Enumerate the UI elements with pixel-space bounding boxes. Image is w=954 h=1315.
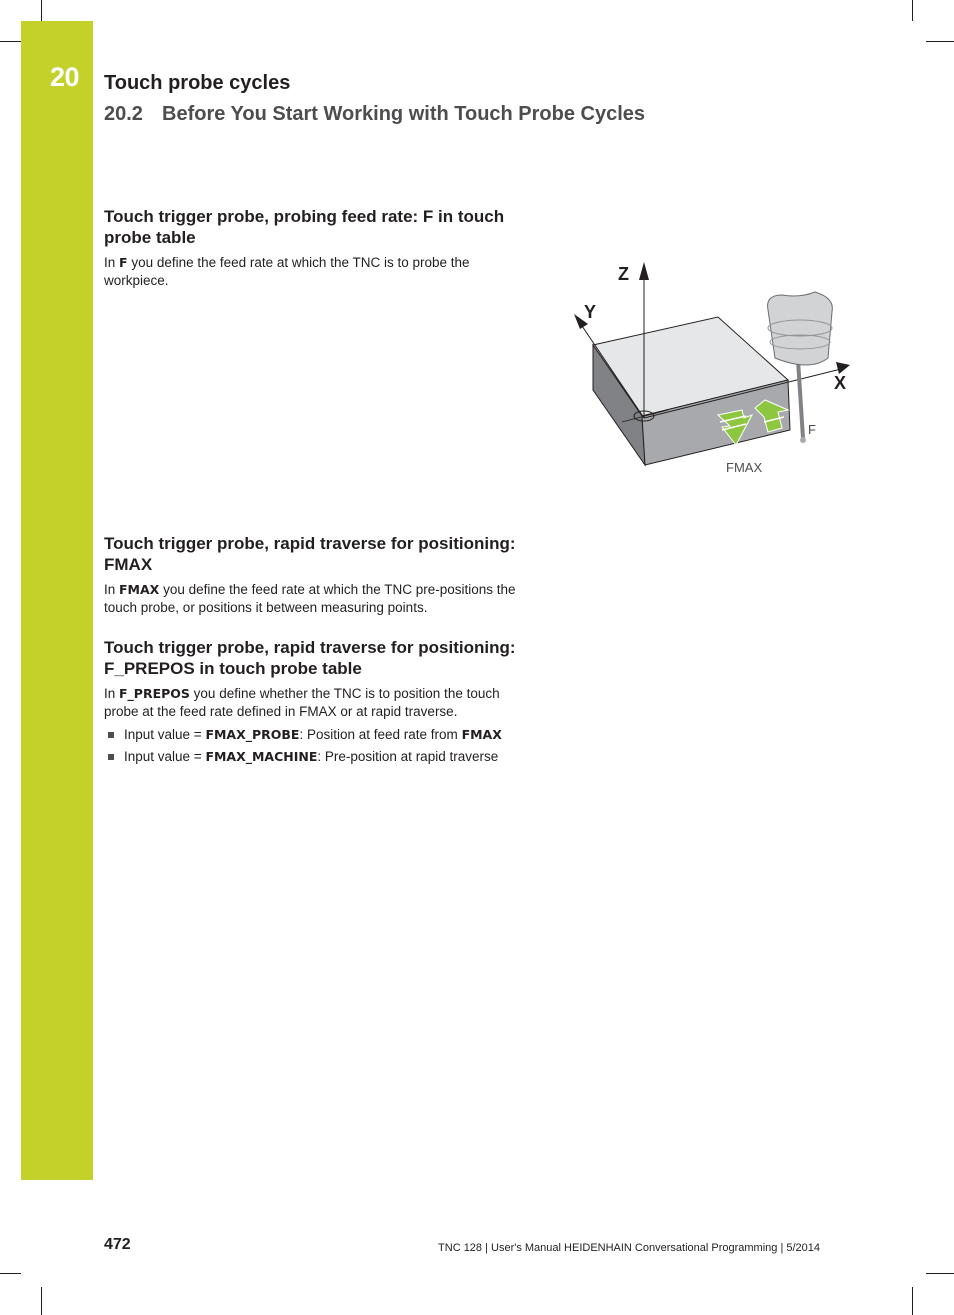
- axis-x-label: X: [834, 373, 847, 393]
- section-body: In FMAX you define the feed rate at which the TNC pre-positions the touch probe, or positions it between measuring points.: [104, 582, 516, 615]
- bullet-square-icon: [108, 732, 114, 738]
- crop-mark: [41, 1287, 42, 1315]
- section-heading: Touch trigger probe, rapid traverse for positioning: F_PREPOS in touch probe table: [104, 638, 516, 678]
- crop-mark: [0, 41, 21, 42]
- crop-mark: [912, 0, 913, 21]
- section-heading: Touch trigger probe, probing feed rate: F in touch probe table: [104, 207, 505, 247]
- list-item: Input value = FMAX_PROBE: Position at feed rate from FMAX: [104, 724, 554, 746]
- axis-z-label: Z: [618, 264, 629, 284]
- touch-probe-figure: [560, 250, 860, 480]
- section-number: 20.2: [104, 103, 143, 125]
- page-number: 472: [104, 1236, 131, 1253]
- crop-mark: [912, 1287, 913, 1315]
- probe-diagram: [560, 250, 860, 480]
- axis-y-label: Y: [584, 302, 597, 322]
- crop-mark: [41, 0, 42, 21]
- crop-mark: [926, 41, 954, 42]
- chapter-sidebar: [21, 21, 93, 1180]
- section-title: [104, 103, 645, 126]
- code-term: F_PREPOS: [119, 686, 190, 701]
- section-body: In F you define the feed rate at which the TNC is to probe the workpiece.: [104, 255, 470, 288]
- crop-mark: [0, 1273, 21, 1274]
- code-term: F: [119, 255, 128, 270]
- code-term: FMAX: [119, 582, 160, 597]
- feed-f-label: F: [808, 422, 816, 437]
- chapter-number: 20: [50, 62, 80, 92]
- input-value-list: [104, 724, 554, 768]
- footer-text: TNC 128 | User's Manual HEIDENHAIN Conversational Programming | 5/2014: [438, 1242, 820, 1254]
- section-heading: Touch trigger probe, rapid traverse for positioning: FMAX: [104, 534, 516, 574]
- fmax-label: FMAX: [726, 460, 763, 475]
- list-item: Input value = FMAX_MACHINE: Pre-position at rapid traverse: [104, 746, 554, 768]
- crop-mark: [926, 1273, 954, 1274]
- bullet-square-icon: [108, 754, 114, 760]
- section-body: In F_PREPOS you define whether the TNC is to position the touch probe at the feed rate defined in FMAX or at rapid traverse.: [104, 686, 500, 719]
- chapter-title: Touch probe cycles: [104, 72, 291, 94]
- section-title-text: Before You Start Working with Touch Probe Cycles: [162, 103, 646, 125]
